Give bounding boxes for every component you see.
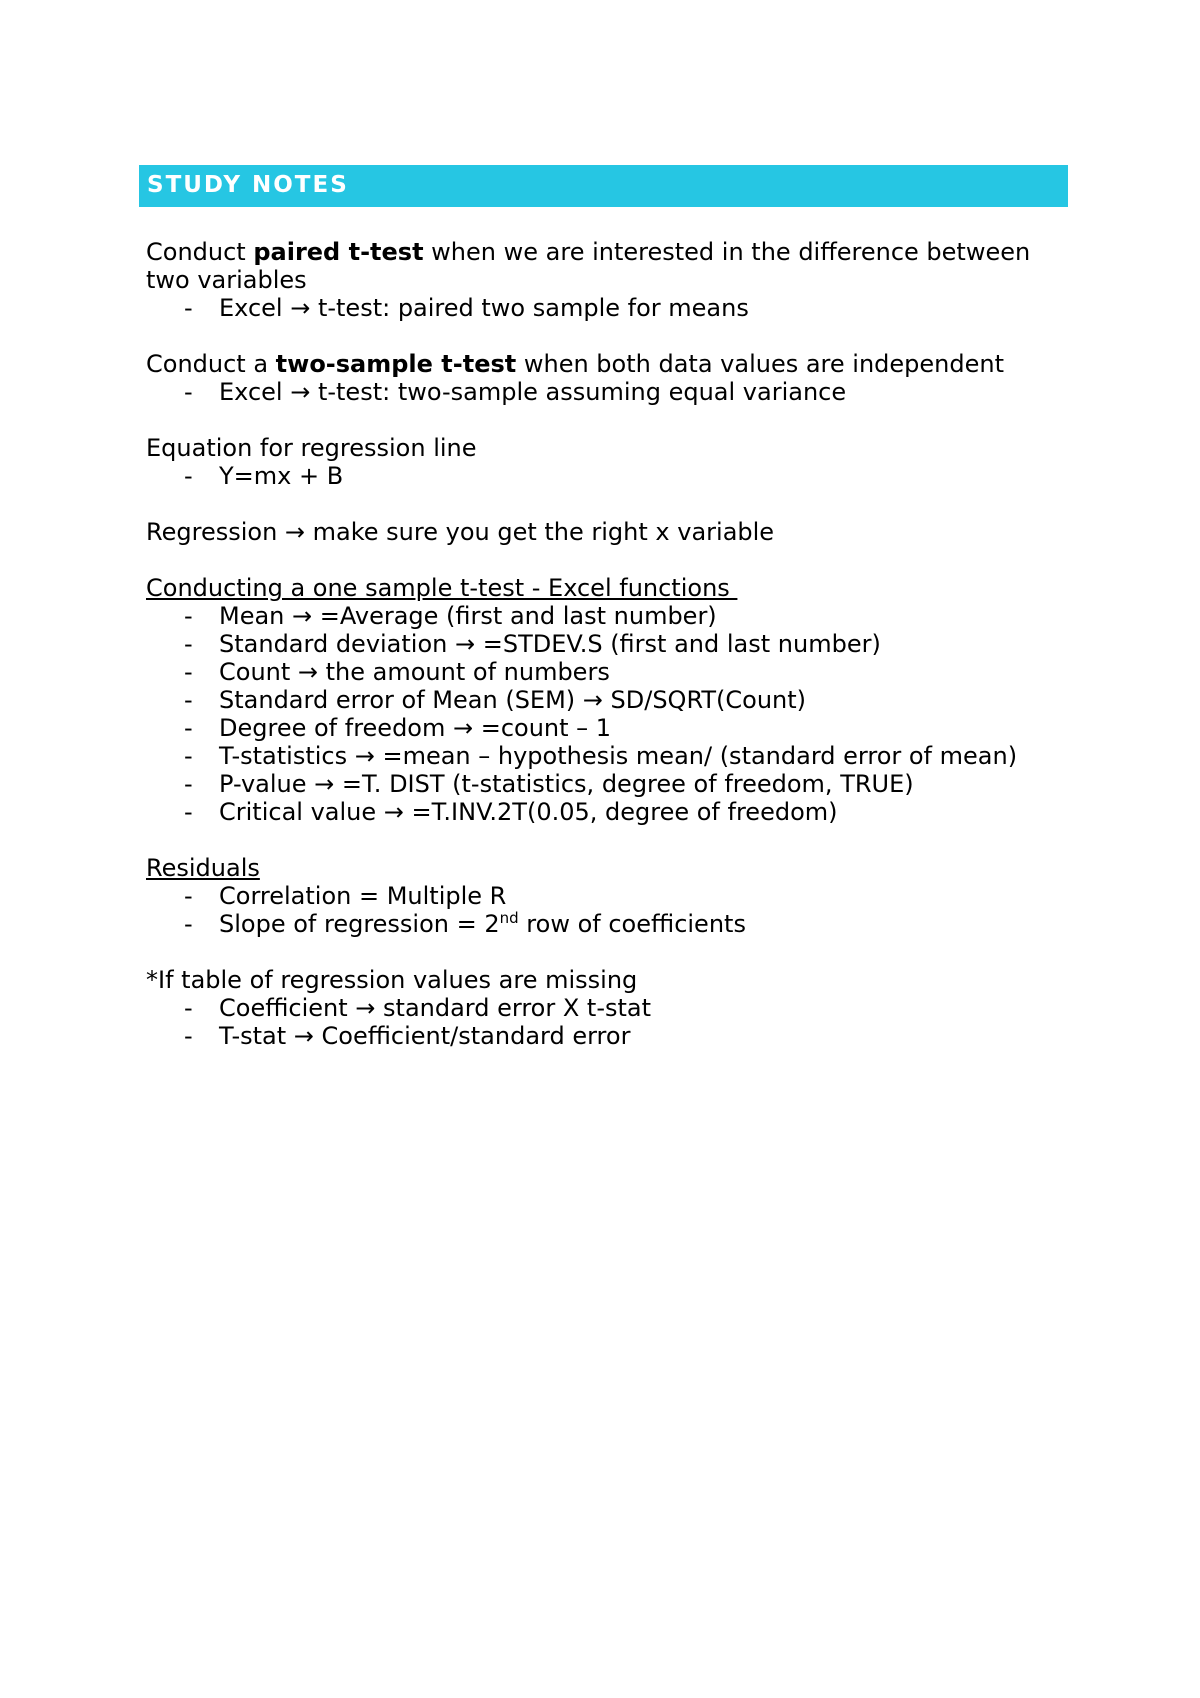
list-item-text: T-stat → Coefficient/standard error [219,1022,631,1050]
dash-bullet: - [184,770,193,798]
ordinal-superscript: nd [499,909,519,927]
paired-t-test-paragraph [146,238,1066,294]
list-item [146,294,1066,322]
slope-prefix: Slope of regression = 2 [219,910,500,938]
missing-values-heading [146,966,1066,994]
residuals-heading [146,854,1066,882]
banner-title: STUDY NOTES [147,172,349,198]
two-sample-bullet-list [146,378,1066,406]
list-item-text: Y=mx + B [219,462,344,490]
list-item [146,910,1066,938]
regression-note-text: Regression → make sure you get the right x variable [146,518,775,546]
list-item-text: Standard error of Mean (SEM) → SD/SQRT(Count) [219,686,807,714]
notes-content [146,238,1066,1050]
dash-bullet: - [184,462,193,490]
list-item [146,378,1066,406]
dash-bullet: - [184,602,193,630]
paired-bold: paired t-test [253,238,424,266]
list-item-text: P-value → =T. DIST (t-statistics, degree of freedom, TRUE) [219,770,914,798]
list-item [146,882,1066,910]
list-item-text: Excel → t-test: two-sample assuming equal variance [219,378,847,406]
residuals-bullet-list [146,882,1066,938]
list-item-text: Critical value → =T.INV.2T(0.05, degree of freedom) [219,798,838,826]
list-item [146,714,1066,742]
list-item-text: Coefficient → standard error X t-stat [219,994,652,1022]
one-sample-bullet-list [146,602,1066,826]
slope-suffix: row of coefficients [518,910,746,938]
two-sample-bold: two-sample t-test [275,350,517,378]
list-item [146,686,1066,714]
regression-equation-heading [146,434,1066,462]
dash-bullet: - [184,742,193,770]
paired-suffix: when we are interested in the difference between [423,238,1031,266]
list-item [146,1022,1066,1050]
list-item-text: Excel → t-test: paired two sample for means [219,294,749,322]
list-item-text: T-statistics → =mean – hypothesis mean/ (standard error of mean) [219,742,1018,770]
regression-equation-list [146,462,1066,490]
regression-note [146,518,1066,546]
dash-bullet: - [184,294,193,322]
list-item-text: Mean → =Average (first and last number) [219,602,717,630]
list-item [146,658,1066,686]
dash-bullet: - [184,714,193,742]
one-sample-heading [146,574,1066,602]
list-item [146,770,1066,798]
list-item [146,994,1066,1022]
list-item-text: Degree of freedom → =count – 1 [219,714,612,742]
regression-equation-text: Equation for regression line [146,434,477,462]
list-item [146,798,1066,826]
missing-values-heading-text: *If table of regression values are missing [146,966,638,994]
two-sample-paragraph [146,350,1066,378]
dash-bullet: - [184,630,193,658]
list-item-text: Count → the amount of numbers [219,658,610,686]
two-sample-line [146,350,1066,378]
dash-bullet: - [184,1022,193,1050]
paired-line-1 [146,238,1066,266]
dash-bullet: - [184,378,193,406]
paired-line-2: two variables [146,266,307,294]
paired-bullet-list [146,294,1066,322]
dash-bullet: - [184,798,193,826]
list-item [146,742,1066,770]
dash-bullet: - [184,882,193,910]
one-sample-heading-text: Conducting a one sample t-test - Excel functions [146,574,738,602]
list-item [146,630,1066,658]
dash-bullet: - [184,686,193,714]
dash-bullet: - [184,658,193,686]
missing-values-bullet-list [146,994,1066,1050]
dash-bullet: - [184,994,193,1022]
two-sample-prefix: Conduct a [146,350,276,378]
residuals-heading-text: Residuals [146,854,260,882]
dash-bullet: - [184,910,193,938]
study-notes-banner [139,165,1068,207]
paired-prefix: Conduct [146,238,254,266]
two-sample-suffix: when both data values are independent [516,350,1005,378]
list-item [146,602,1066,630]
list-item-text: Correlation = Multiple R [219,882,507,910]
list-item-text: Standard deviation → =STDEV.S (first and last number) [219,630,881,658]
list-item [146,462,1066,490]
